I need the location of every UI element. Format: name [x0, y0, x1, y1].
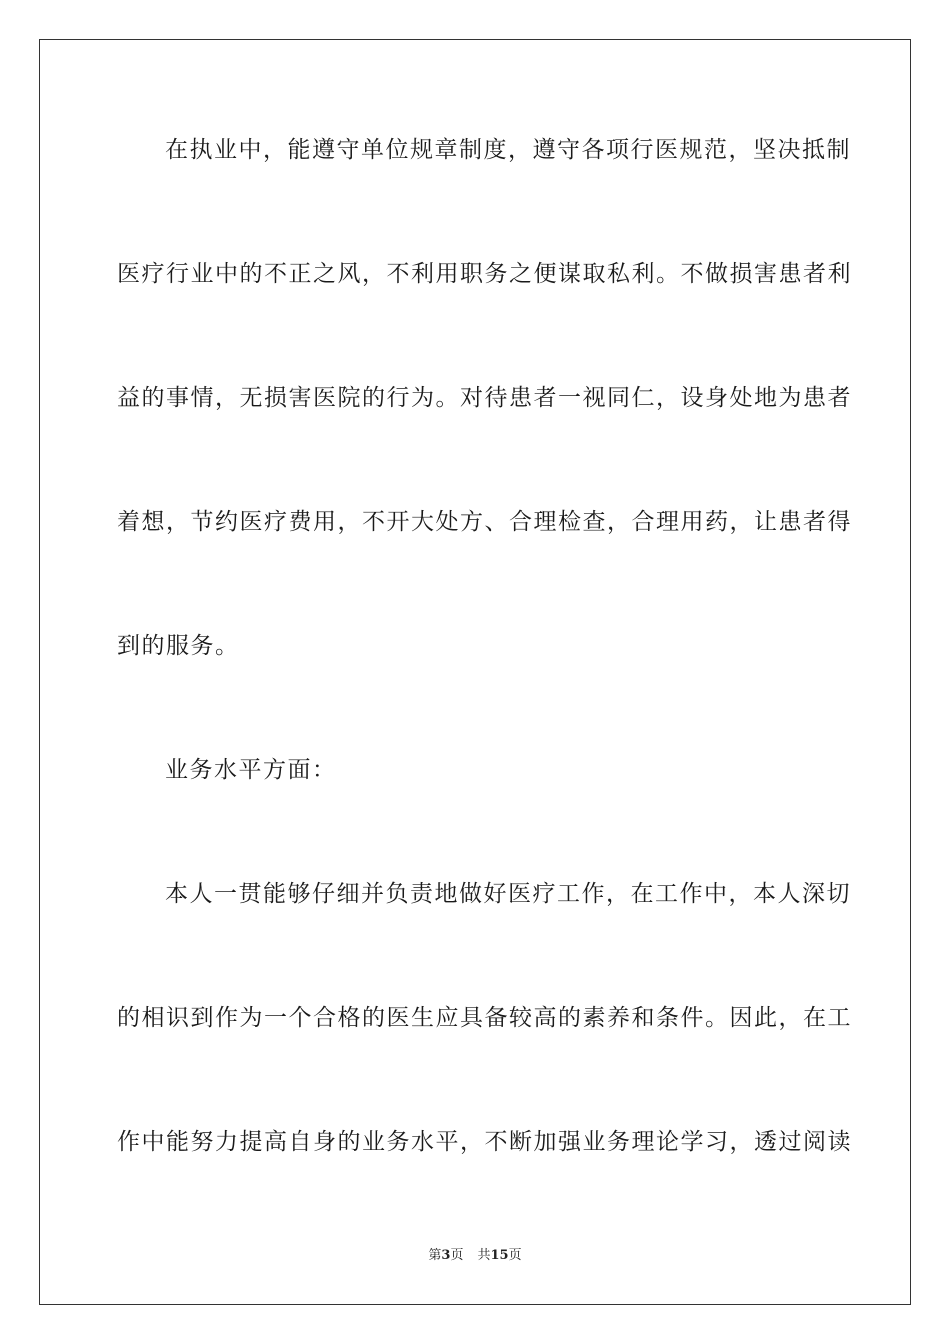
section-heading: 业务水平方面： — [165, 757, 337, 783]
paragraph-line: 本人一贯能够仔细并负责地做好医疗工作，在工作中，本人深切 — [165, 881, 851, 907]
footer-prefix: 第 — [428, 1248, 442, 1263]
footer-page-suffix: 页 — [450, 1248, 464, 1263]
paragraph-line: 着想，节约医疗费用，不开大处方、合理检查，合理用药，让患者得 — [117, 509, 852, 535]
paragraph-line: 作中能努力提高自身的业务水平，不断加强业务理论学习，透过阅读 — [117, 1129, 852, 1155]
current-page-number: 3 — [441, 1248, 451, 1263]
paragraph-line: 到的服务。 — [117, 633, 240, 659]
footer-total-suffix: 页 — [508, 1248, 522, 1263]
total-page-count: 15 — [490, 1248, 509, 1263]
page-footer — [0, 1247, 950, 1265]
page-border — [39, 39, 911, 1305]
paragraph-line: 益的事情，无损害医院的行为。对待患者一视同仁，设身处地为患者 — [117, 385, 852, 411]
footer-total-prefix: 共 — [477, 1248, 491, 1263]
paragraph-line: 在执业中，能遵守单位规章制度，遵守各项行医规范，坚决抵制 — [165, 137, 851, 163]
paragraph-line: 医疗行业中的不正之风，不利用职务之便谋取私利。不做损害患者利 — [117, 261, 852, 287]
paragraph-line: 的相识到作为一个合格的医生应具备较高的素养和条件。因此，在工 — [117, 1005, 852, 1031]
